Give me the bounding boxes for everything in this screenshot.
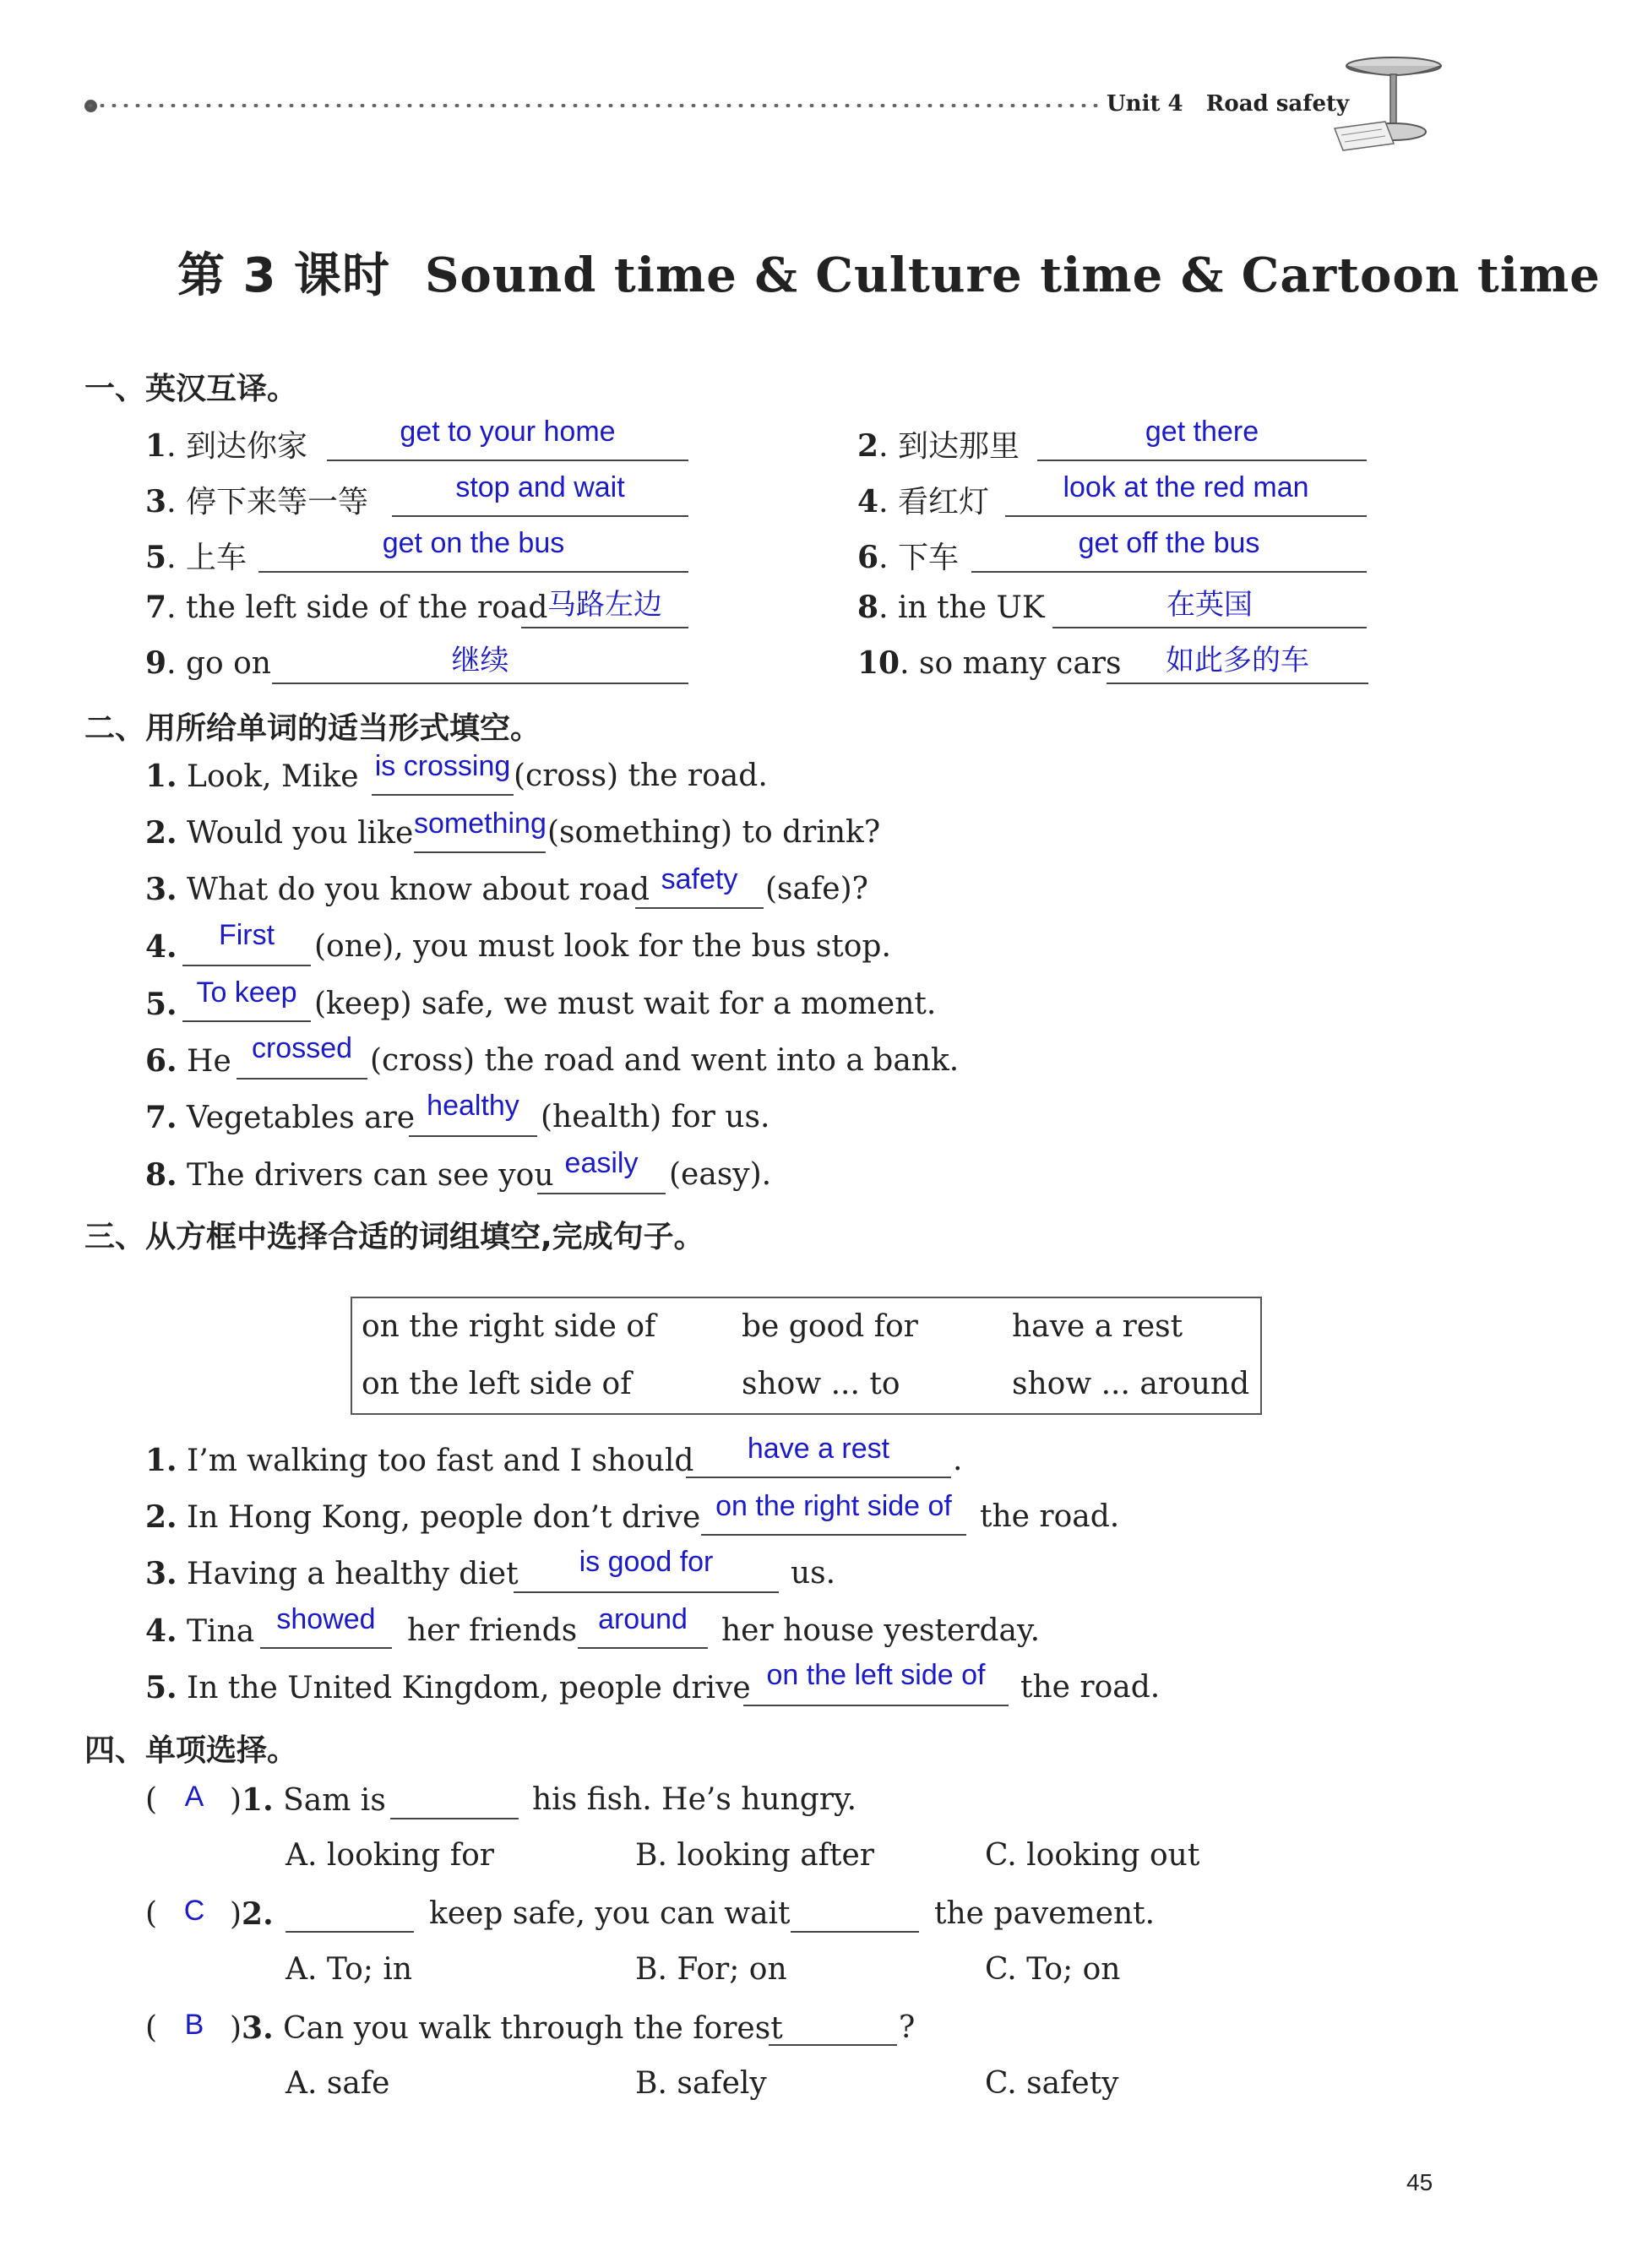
s4-q2-blank-2[interactable] <box>791 1931 919 1933</box>
s1-item-2-prompt: 到达那里 <box>897 429 1020 464</box>
s1-item-8-num: 8 <box>857 590 879 625</box>
s4-q2-option-b[interactable]: B. For; on <box>635 1952 787 1987</box>
s1-item-4-num: 4 <box>857 484 879 519</box>
s2-item-4 <box>145 929 177 965</box>
title-cn: 第 3 课时 <box>177 248 390 303</box>
s4-q2-stem-c: the pavement. <box>934 1896 1156 1931</box>
s2-item-6-before: He <box>187 1044 231 1079</box>
header-unit: Unit 4 <box>1107 91 1183 117</box>
s2-item-1-before: Look, Mike <box>187 759 359 794</box>
s2-item-8 <box>145 1157 554 1193</box>
header-unit-label <box>1107 91 1349 117</box>
s3-item-3-answer: is good for <box>579 1546 714 1578</box>
s2-item-1-num: 1. <box>145 759 177 794</box>
s3-item-2-before: In Hong Kong, people don’t drive <box>187 1500 701 1535</box>
s3-item-5-before: In the United Kingdom, people drive <box>187 1671 751 1705</box>
s4-q3-option-c[interactable]: C. safety <box>985 2066 1119 2101</box>
s2-item-7-blank[interactable] <box>409 1135 537 1137</box>
box-phrase-3: have a rest <box>1012 1309 1183 1344</box>
s2-item-4-num: 4. <box>145 929 177 965</box>
s4-q2-stem-b: keep safe, you can wait <box>429 1896 791 1931</box>
s1-item-10: 10. so many cars <box>857 645 1122 681</box>
s4-q3-option-b[interactable]: B. safely <box>635 2066 767 2101</box>
s1-item-2: 2. 到达那里 <box>857 428 1020 464</box>
s1-item-5-blank[interactable] <box>258 571 688 573</box>
section3-heading: 三、从方框中选择合适的词组填空,完成句子。 <box>84 1220 704 1254</box>
s2-item-3-answer: safety <box>661 863 738 895</box>
s1-item-7-blank[interactable] <box>521 627 688 628</box>
s1-item-8-prompt: in the UK <box>897 590 1045 625</box>
s1-item-6-blank[interactable] <box>971 571 1367 573</box>
s4-q1-option-c[interactable]: C. looking out <box>985 1838 1200 1873</box>
s4-q1-option-b[interactable]: B. looking after <box>635 1838 874 1873</box>
s1-item-1-blank[interactable] <box>327 460 688 461</box>
header-topic: Road safety <box>1205 91 1350 117</box>
s1-item-7-num: 7 <box>145 590 167 625</box>
s3-item-5-num: 5. <box>145 1670 177 1705</box>
s1-item-9: 9. go on <box>145 645 271 681</box>
s2-item-3-after: (safe)? <box>765 872 868 906</box>
page-title <box>177 238 1601 306</box>
s2-item-2 <box>145 815 413 851</box>
s4-q2-answer: C <box>183 1895 205 1927</box>
section4-heading: 四、单项选择。 <box>84 1733 298 1768</box>
s1-item-10-num: 10 <box>857 645 900 681</box>
s1-item-10-blank[interactable] <box>1107 683 1368 684</box>
s1-item-6-num: 6 <box>857 540 879 575</box>
s1-item-2-blank[interactable] <box>1037 460 1367 461</box>
s1-item-10-prompt: so many cars <box>919 646 1122 681</box>
box-phrase-1: on the right side of <box>362 1309 656 1344</box>
s2-item-7-answer: healthy <box>427 1090 519 1122</box>
s3-item-2-blank[interactable] <box>701 1534 966 1536</box>
s3-item-4-answer-1: showed <box>276 1603 376 1635</box>
s4-q3-stem-a: Can you walk through the forest <box>283 2011 783 2046</box>
s1-item-8-answer: 在英国 <box>1166 588 1253 622</box>
s4-q2-blank-1[interactable] <box>286 1931 414 1933</box>
s1-item-5-num: 5 <box>145 540 167 575</box>
s3-item-4-before: Tina <box>187 1614 255 1649</box>
s1-item-1-prompt: 到达你家 <box>185 429 307 464</box>
s3-item-3-after: us. <box>791 1556 836 1591</box>
s4-q3-paren-open: ( <box>145 2010 158 2045</box>
s3-item-5-answer: on the left side of <box>766 1659 986 1691</box>
s2-item-6-num: 6. <box>145 1043 177 1079</box>
s1-item-6-answer: get off the bus <box>1078 527 1260 559</box>
s1-item-4-prompt: 看红灯 <box>897 485 989 519</box>
s1-item-3-prompt: 停下来等一等 <box>185 485 368 519</box>
s2-item-7 <box>145 1100 415 1135</box>
s2-item-3 <box>145 872 650 907</box>
s2-item-2-after: (something) to drink? <box>547 815 881 850</box>
s4-q3-option-a[interactable]: A. safe <box>286 2066 390 2101</box>
s3-item-3-blank[interactable] <box>514 1591 779 1593</box>
s1-item-3: 3. 停下来等一等 <box>145 484 368 519</box>
s1-item-5: 5. 上车 <box>145 540 247 575</box>
s3-item-5-blank[interactable] <box>743 1705 1009 1706</box>
s4-q3-num: 3. <box>242 2010 274 2046</box>
s4-q1-num: 1. <box>242 1782 274 1818</box>
s3-item-1-answer: have a rest <box>747 1433 890 1465</box>
s3-item-2-answer: on the right side of <box>715 1490 952 1522</box>
s4-q3-answer: B <box>184 2009 204 2041</box>
s4-q3-blank[interactable] <box>769 2044 897 2046</box>
page-number: 45 <box>1406 2169 1433 2195</box>
s1-item-3-answer: stop and wait <box>455 471 625 503</box>
s2-item-2-answer: something <box>414 808 547 840</box>
s3-item-5 <box>145 1670 751 1705</box>
s1-item-9-prompt: go on <box>185 646 271 681</box>
s2-item-6 <box>145 1043 231 1079</box>
header-dotted-rule <box>84 104 1098 107</box>
s4-q3-stem-c: ? <box>899 2010 916 2045</box>
s4-q2-num: 2. <box>242 1896 274 1932</box>
s1-item-8-blank[interactable] <box>1052 627 1367 628</box>
s2-item-8-after: (easy). <box>669 1157 772 1192</box>
box-phrase-2: be good for <box>742 1309 918 1344</box>
s2-item-2-blank[interactable] <box>414 851 546 853</box>
s2-item-6-after: (cross) the road and went into a bank. <box>370 1043 960 1078</box>
box-phrase-4: on the left side of <box>362 1367 632 1401</box>
s3-item-1-before: I’m walking too fast and I should <box>187 1444 694 1478</box>
s1-item-3-num: 3 <box>145 484 167 519</box>
s2-item-8-answer: easily <box>564 1147 639 1179</box>
s2-item-4-answer: First <box>218 919 275 951</box>
s2-item-2-num: 2. <box>145 815 177 851</box>
s4-q2-option-c[interactable]: C. To; on <box>985 1952 1121 1987</box>
s1-item-9-blank[interactable] <box>272 683 688 684</box>
s3-item-1-after: . <box>953 1443 963 1477</box>
s2-item-7-after: (health) for us. <box>541 1100 770 1134</box>
s1-item-2-answer: get there <box>1145 416 1259 448</box>
s4-q1-stem: )1. Sam is <box>230 1782 386 1818</box>
s1-item-7-prompt: the left side of the road <box>185 590 548 625</box>
s4-q1-stem-b: his fish. He’s hungry. <box>532 1782 857 1817</box>
s1-item-3-blank[interactable] <box>392 515 688 517</box>
s3-item-1-num: 1. <box>145 1443 177 1478</box>
s4-q1-blank[interactable] <box>390 1818 519 1819</box>
s1-item-7: 7. the left side of the road <box>145 590 548 625</box>
s2-item-5-answer: To keep <box>196 976 297 1009</box>
s3-item-1 <box>145 1443 693 1478</box>
s2-item-8-num: 8. <box>145 1157 177 1193</box>
s1-item-7-answer: 马路左边 <box>547 588 662 622</box>
s3-item-4-answer-2: around <box>598 1603 688 1635</box>
s1-item-6-prompt: 下车 <box>897 541 959 575</box>
s2-item-5-blank[interactable] <box>182 1020 311 1022</box>
s2-item-1-answer: is crossing <box>374 750 511 782</box>
s3-item-5-after: the road. <box>1020 1670 1161 1705</box>
s1-item-9-answer: 继续 <box>451 644 509 677</box>
s2-item-1 <box>145 759 359 794</box>
box-phrase-6: show ... around <box>1012 1367 1250 1401</box>
s3-item-1-blank[interactable] <box>686 1477 951 1478</box>
s4-q2-option-a[interactable]: A. To; in <box>286 1952 413 1987</box>
s2-item-3-num: 3. <box>145 872 177 907</box>
s4-q1-answer: A <box>184 1781 204 1813</box>
s1-item-9-num: 9 <box>145 645 167 681</box>
s2-item-4-after: (one), you must look for the bus stop. <box>314 929 891 964</box>
s3-item-4-after: her house yesterday. <box>721 1613 1041 1648</box>
s4-q1-option-a[interactable]: A. looking for <box>286 1838 494 1873</box>
s2-item-3-blank[interactable] <box>635 907 764 909</box>
s1-item-10-answer: 如此多的车 <box>1166 644 1309 677</box>
s2-item-8-before: The drivers can see you <box>187 1158 554 1193</box>
title-en: Sound time & Culture time & Cartoon time <box>424 247 1601 303</box>
s3-item-2 <box>145 1499 700 1535</box>
s3-item-2-after: the road. <box>980 1499 1120 1534</box>
s3-item-3 <box>145 1556 519 1591</box>
s4-q2-stem: )2. <box>230 1896 274 1932</box>
s2-item-1-blank[interactable] <box>372 794 514 796</box>
s1-item-5-prompt: 上车 <box>185 541 247 575</box>
s4-q1-paren-open: ( <box>145 1782 158 1817</box>
s2-item-8-blank[interactable] <box>537 1193 666 1194</box>
s1-item-5-answer: get on the bus <box>382 527 565 559</box>
s3-item-4-blank-2[interactable] <box>578 1647 708 1649</box>
section1-heading: 一、英汉互译。 <box>84 372 298 406</box>
s2-item-3-before: What do you know about road <box>187 873 650 907</box>
s1-item-6: 6. 下车 <box>857 540 959 575</box>
s1-item-4: 4. 看红灯 <box>857 484 989 519</box>
s4-q2-paren-open: ( <box>145 1896 158 1931</box>
s2-item-4-blank[interactable] <box>182 965 311 966</box>
s2-item-7-num: 7. <box>145 1100 177 1135</box>
s2-item-6-answer: crossed <box>251 1032 353 1064</box>
s1-item-4-blank[interactable] <box>1005 515 1367 517</box>
box-phrase-5: show ... to <box>742 1367 900 1401</box>
s2-item-2-before: Would you like <box>187 816 414 851</box>
s1-item-4-answer: look at the red man <box>1063 471 1309 503</box>
s1-item-1-answer: get to your home <box>400 416 616 448</box>
desk-lamp-icon <box>1326 51 1461 152</box>
s4-q3-stem: )3. Can you walk through the forest <box>230 2010 783 2046</box>
s2-item-7-before: Vegetables are <box>187 1101 416 1135</box>
section2-heading: 二、用所给单词的适当形式填空。 <box>84 711 541 746</box>
s1-item-1: 1. 到达你家 <box>145 428 307 464</box>
s1-item-8: 8. in the UK <box>857 590 1045 625</box>
s3-item-3-num: 3. <box>145 1556 177 1591</box>
s3-item-2-num: 2. <box>145 1499 177 1535</box>
s2-item-5-after: (keep) safe, we must wait for a moment. <box>314 987 937 1021</box>
s2-item-1-after: (cross) the road. <box>514 759 768 793</box>
s3-item-4-num: 4. <box>145 1613 177 1649</box>
s1-item-1-num: 1 <box>145 428 167 464</box>
s2-item-5-num: 5. <box>145 987 177 1022</box>
s4-q1-stem-a: Sam is <box>283 1783 386 1818</box>
s3-item-4-mid: her friends <box>407 1613 578 1648</box>
s1-item-2-num: 2 <box>857 428 879 464</box>
s2-item-6-blank[interactable] <box>237 1078 367 1080</box>
s3-item-3-before: Having a healthy diet <box>187 1557 519 1591</box>
s3-item-4-blank-1[interactable] <box>260 1647 392 1649</box>
s2-item-5 <box>145 987 177 1022</box>
s3-item-4 <box>145 1613 254 1649</box>
